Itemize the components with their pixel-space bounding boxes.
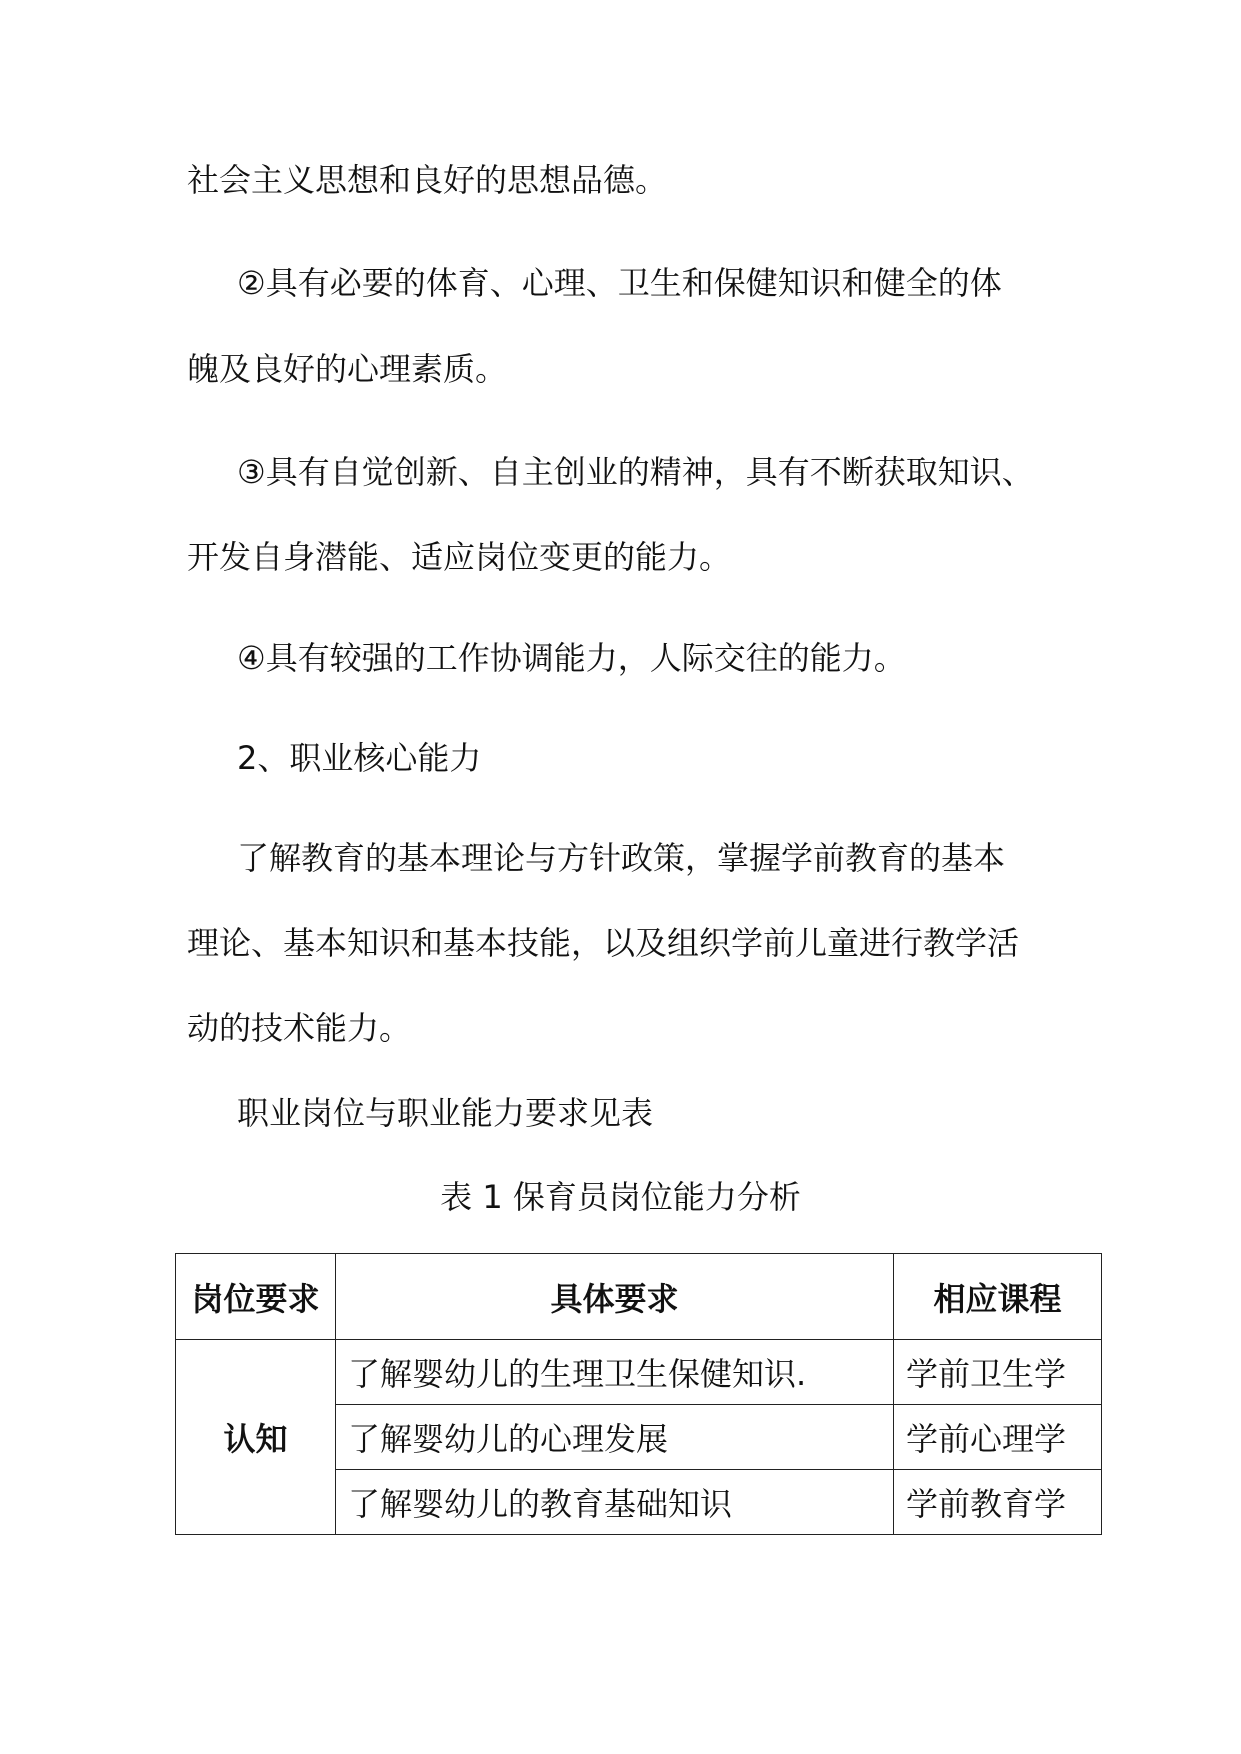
paragraph-line: 理论、基本知识和基本技能，以及组织学前儿童进行教学活 bbox=[187, 924, 1020, 962]
table-row bbox=[176, 1340, 1102, 1405]
column-header-course: 相应课程 bbox=[894, 1254, 1102, 1340]
paragraph-line: ③具有自觉创新、自主创业的精神，具有不断获取知识、 bbox=[237, 453, 1034, 491]
course-cell: 学前心理学 bbox=[894, 1405, 1102, 1470]
column-header-position: 岗位要求 bbox=[176, 1254, 336, 1340]
requirement-cell: 了解婴幼儿的教育基础知识 bbox=[336, 1470, 894, 1535]
row-group-label: 认知 bbox=[176, 1340, 336, 1535]
paragraph-line: 开发自身潜能、适应岗位变更的能力。 bbox=[187, 538, 732, 576]
paragraph-line: 了解教育的基本理论与方针政策，掌握学前教育的基本 bbox=[237, 839, 1006, 877]
table-header-row bbox=[176, 1254, 1102, 1340]
ability-table bbox=[175, 1253, 1102, 1535]
paragraph-line: 魄及良好的心理素质。 bbox=[187, 350, 508, 388]
requirement-cell: 了解婴幼儿的心理发展 bbox=[336, 1405, 894, 1470]
paragraph-line: 职业岗位与职业能力要求见表 bbox=[237, 1094, 654, 1132]
column-header-requirement: 具体要求 bbox=[336, 1254, 894, 1340]
course-cell: 学前卫生学 bbox=[894, 1340, 1102, 1405]
requirement-cell: 了解婴幼儿的生理卫生保健知识. bbox=[336, 1340, 894, 1405]
paragraph-line: ④具有较强的工作协调能力，人际交往的能力。 bbox=[237, 639, 906, 677]
table-caption: 表 1 保育员岗位能力分析 bbox=[440, 1178, 801, 1216]
paragraph-line: 社会主义思想和良好的思想品德。 bbox=[187, 161, 668, 199]
section-heading: 2、职业核心能力 bbox=[237, 739, 482, 777]
course-cell: 学前教育学 bbox=[894, 1470, 1102, 1535]
paragraph-line: 动的技术能力。 bbox=[187, 1009, 412, 1047]
paragraph-line: ②具有必要的体育、心理、卫生和保健知识和健全的体 bbox=[237, 264, 1002, 302]
